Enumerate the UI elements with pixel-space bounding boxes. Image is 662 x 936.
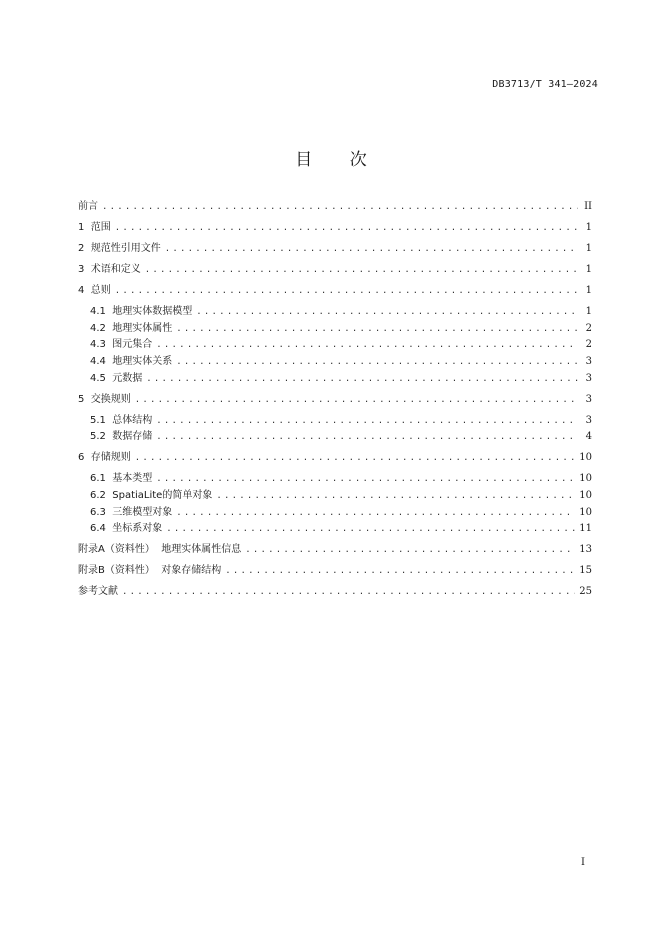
dot-leader	[102, 199, 578, 216]
toc-entry-text: 6.3 三维模型对象	[90, 506, 173, 518]
toc-entry[interactable]	[78, 521, 592, 538]
toc-entry-text: 6.2 SpatiaLite的简单对象	[90, 489, 213, 501]
page-title: 目 次	[295, 150, 383, 170]
dot-leader	[245, 542, 575, 559]
table-of-contents	[78, 199, 592, 601]
toc-entry-text: 6.4 坐标系对象	[90, 523, 163, 535]
toc-page-number: 10	[579, 489, 592, 501]
toc-page-number: 1	[585, 242, 592, 254]
toc-entry-text: 参考文献	[78, 586, 118, 598]
toc-entry[interactable]	[78, 392, 592, 409]
toc-page-number: 15	[579, 565, 592, 577]
toc-entry-text: 4.2 地理实体属性	[90, 322, 173, 334]
document-code: DB3713/T 341—2024	[492, 79, 598, 90]
toc-page-number: 1	[585, 221, 592, 233]
toc-page-number: 3	[585, 355, 592, 367]
toc-page-number: 11	[579, 523, 592, 535]
dot-leader	[115, 220, 578, 237]
dot-leader	[115, 283, 578, 300]
toc-entry[interactable]	[78, 199, 592, 216]
toc-entry-text: 6.1 基本类型	[90, 473, 153, 485]
toc-page-number: 3	[585, 414, 592, 426]
toc-entry[interactable]	[78, 337, 592, 354]
toc-entry-text: 4.3 图元集合	[90, 339, 153, 351]
dot-leader	[122, 584, 575, 601]
toc-entry[interactable]	[78, 304, 592, 321]
dot-leader	[156, 413, 578, 430]
toc-page-number: 3	[585, 372, 592, 384]
dot-leader	[176, 505, 575, 522]
toc-entry[interactable]	[78, 413, 592, 430]
dot-leader	[196, 304, 578, 321]
toc-entry[interactable]	[78, 262, 592, 279]
dot-leader	[216, 488, 575, 505]
dot-leader	[225, 563, 575, 580]
dot-leader	[156, 471, 575, 488]
toc-entry-text: 5.1 总体结构	[90, 414, 153, 426]
toc-entry-text: 4.4 地理实体关系	[90, 355, 173, 367]
toc-entry-text: 4.5 元数据	[90, 372, 143, 384]
toc-page-number: 13	[579, 544, 592, 556]
toc-entry[interactable]	[78, 488, 592, 505]
toc-page-number: 4	[585, 431, 592, 443]
toc-entry[interactable]	[78, 371, 592, 388]
toc-entry-text: 6 存储规则	[78, 452, 131, 464]
toc-entry[interactable]	[78, 354, 592, 371]
toc-entry[interactable]	[78, 429, 592, 446]
toc-entry[interactable]	[78, 563, 592, 580]
toc-page-number: II	[584, 201, 592, 212]
footer-page-number: I	[581, 857, 585, 868]
toc-entry[interactable]	[78, 241, 592, 258]
toc-entry-text: 前言	[78, 201, 98, 212]
toc-page-number: 1	[585, 305, 592, 317]
toc-entry-text: 2 规范性引用文件	[78, 242, 161, 254]
toc-entry-text: 附录B（资料性） 对象存储结构	[78, 565, 222, 577]
dot-leader	[156, 429, 578, 446]
dot-leader	[146, 371, 578, 388]
toc-entry[interactable]	[78, 220, 592, 237]
toc-entry[interactable]	[78, 321, 592, 338]
dot-leader	[156, 337, 578, 354]
toc-entry[interactable]	[78, 505, 592, 522]
dot-leader	[145, 262, 578, 279]
toc-page-number: 1	[585, 263, 592, 275]
toc-entry[interactable]	[78, 542, 592, 559]
dot-leader	[176, 321, 578, 338]
toc-entry[interactable]	[78, 584, 592, 601]
toc-page-number: 25	[579, 586, 592, 598]
dot-leader	[165, 241, 578, 258]
dot-leader	[176, 354, 578, 371]
toc-entry-text: 附录A（资料性） 地理实体属性信息	[78, 544, 242, 556]
toc-entry[interactable]	[78, 471, 592, 488]
toc-entry-text: 4.1 地理实体数据模型	[90, 305, 193, 317]
toc-page-number: 3	[585, 393, 592, 405]
toc-entry-text: 5 交换规则	[78, 393, 131, 405]
toc-page-number: 2	[585, 339, 592, 351]
toc-page-number: 10	[579, 473, 592, 485]
dot-leader	[135, 450, 576, 467]
toc-page-number: 1	[585, 284, 592, 296]
toc-page-number: 10	[579, 506, 592, 518]
toc-entry-text: 5.2 数据存储	[90, 431, 153, 443]
toc-page-number: 10	[579, 452, 592, 464]
toc-entry[interactable]	[78, 283, 592, 300]
dot-leader	[135, 392, 578, 409]
dot-leader	[166, 521, 575, 538]
toc-entry-text: 4 总则	[78, 284, 111, 296]
toc-entry[interactable]	[78, 450, 592, 467]
toc-entry-text: 3 术语和定义	[78, 263, 141, 275]
toc-entry-text: 1 范围	[78, 221, 111, 233]
toc-page-number: 2	[585, 322, 592, 334]
